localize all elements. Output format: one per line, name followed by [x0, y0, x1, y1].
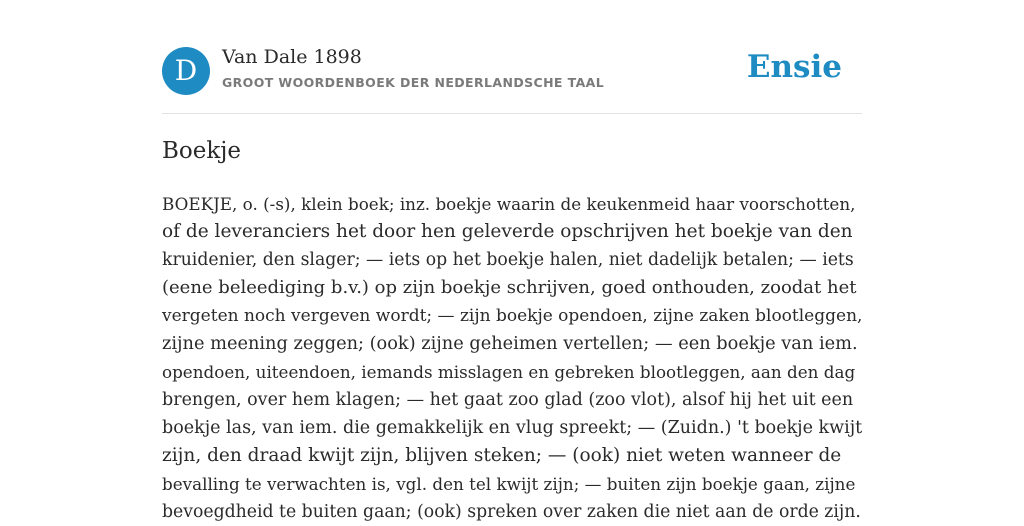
definition-line: boekje las, van iem. die gemakkelijk en vlug spreekt; — (Zuidn.) 't boekje kwijt — [162, 418, 863, 438]
definition-line: zijne meening zeggen; (ook) zijne geheimen vertellen; — een boekje van iem. — [162, 334, 858, 354]
header-divider — [162, 113, 862, 114]
definition-line: of de leveranciers het door hen geleverde opschrijven het boekje van den — [162, 221, 853, 242]
source-subtitle: GROOT WOORDENBOEK DER NEDERLANDSCHE TAAL — [222, 75, 605, 90]
definition-line: vergeten noch vergeven wordt; — zijn boekje opendoen, zijne zaken blootleggen, — [162, 306, 863, 326]
definition-line: opendoen, uiteendoen, iemands misslagen en gebreken blootleggen, aan den dag — [162, 362, 856, 382]
entry-headword: Boekje — [162, 138, 242, 164]
definition-line: kruidenier, den slager; — iets op het boekje halen, niet dadelijk betalen; — iets — [162, 250, 854, 270]
definition-line: bevoegdheid te buiten gaan; (ook) spreken over zaken die niet aan de orde zijn. — [162, 502, 861, 522]
dictionary-avatar: D — [162, 47, 210, 95]
source-title[interactable]: Van Dale 1898 — [222, 46, 362, 68]
definition-line: BOEKJE, o. (-s), klein boek; inz. boekje waarin de keukenmeid haar voorschotten, — [162, 194, 856, 214]
brand-logo[interactable]: Ensie — [746, 49, 842, 85]
page-header — [162, 46, 862, 96]
definition-line: brengen, over hem klagen; — het gaat zoo glad (zoo vlot), alsof hij het uit een — [162, 390, 854, 410]
definition-line: zijn, den draad kwijt zijn, blijven steken; — (ook) niet weten wanneer de — [162, 445, 842, 466]
definition-line: (eene beleediging b.v.) op zijn boekje schrijven, goed onthouden, zoodat het — [162, 277, 857, 298]
definition-line: bevalling te verwachten is, vgl. den tel kwijt zijn; — buiten zijn boekje gaan, zijne — [162, 474, 856, 494]
entry-definition — [162, 190, 862, 526]
